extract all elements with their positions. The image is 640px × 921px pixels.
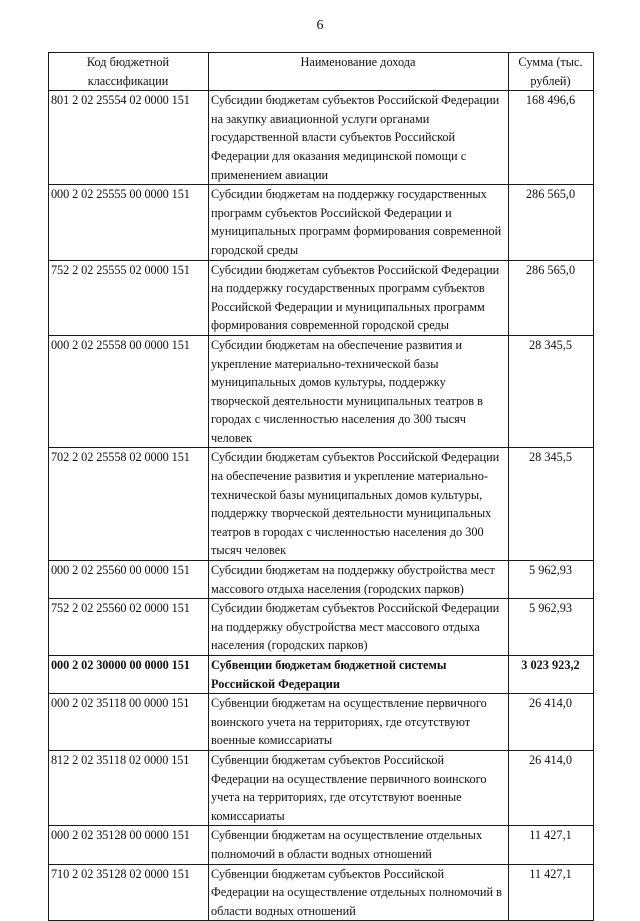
cell-name: Субвенции бюджетам субъектов Российской Федерации на осуществление первичного воинского учета на территориях, где отсутствуют военные комиссариаты: [209, 750, 509, 825]
table-row: [49, 185, 594, 260]
cell-sum: 5 962,93: [509, 561, 594, 599]
cell-name: Субсидии бюджетам субъектов Российской Федерации на поддержку обустройства мест массового отдыха населения (городских парков): [209, 599, 509, 656]
cell-sum: 26 414,0: [509, 750, 594, 825]
table-body: [49, 91, 594, 921]
cell-name: Субсидии бюджетам на поддержку обустройства мест массового отдыха населения (городских парков): [209, 561, 509, 599]
cell-name: Субвенции бюджетам на осуществление отдельных полномочий в области водных отношений: [209, 826, 509, 864]
cell-name: Субсидии бюджетам субъектов Российской Федерации на обеспечение развития и укрепление материально-технической базы муниципальных домов культуры, поддержку творческой деятельности муниципальных театров в городах с численностью населения до 300 тысяч человек: [209, 448, 509, 561]
cell-name: Субсидии бюджетам субъектов Российской Федерации на закупку авиационной услуги органами государственной власти субъектов Российской Федерации для оказания медицинской помощи с применением авиации: [209, 91, 509, 185]
table-header-row: [49, 53, 594, 91]
header-sum: Сумма (тыс. рублей): [509, 53, 594, 91]
cell-sum: 3 023 923,2: [509, 656, 594, 694]
table-row: [49, 694, 594, 751]
table-row: [49, 750, 594, 825]
table-row: [49, 826, 594, 864]
cell-sum: 168 496,6: [509, 91, 594, 185]
table-row: [49, 561, 594, 599]
cell-sum: 28 345,5: [509, 448, 594, 561]
revenue-table: [48, 52, 594, 921]
cell-code: 000 2 02 30000 00 0000 151: [49, 656, 209, 694]
cell-sum: 28 345,5: [509, 335, 594, 448]
header-code: Код бюджетной классификации: [49, 53, 209, 91]
cell-sum: 11 427,1: [509, 864, 594, 921]
table-row: [49, 599, 594, 656]
cell-name: Субвенции бюджетам субъектов Российской Федерации на осуществление отдельных полномочий в области водных отношений: [209, 864, 509, 921]
table-row: [49, 335, 594, 448]
cell-name: Субсидии бюджетам на поддержку государственных программ субъектов Российской Федерации и муниципальных программ формирования современной городской среды: [209, 185, 509, 260]
cell-code: 000 2 02 25555 00 0000 151: [49, 185, 209, 260]
page-number: 6: [316, 18, 324, 33]
cell-code: 000 2 02 25560 00 0000 151: [49, 561, 209, 599]
cell-sum: 26 414,0: [509, 694, 594, 751]
table-row: [49, 864, 594, 921]
cell-sum: 11 427,1: [509, 826, 594, 864]
cell-name: Субвенции бюджетам бюджетной системы Российской Федерации: [209, 656, 509, 694]
cell-name: Субсидии бюджетам субъектов Российской Федерации на поддержку государственных программ субъектов Российской Федерации и муниципальных программ формирования современной городской среды: [209, 260, 509, 335]
cell-name: Субвенции бюджетам на осуществление первичного воинского учета на территориях, где отсутствуют военные комиссариаты: [209, 694, 509, 751]
cell-code: 710 2 02 35128 02 0000 151: [49, 864, 209, 921]
table-row: [49, 91, 594, 185]
cell-name: Субсидии бюджетам на обеспечение развития и укрепление материально-технической базы муниципальных домов культуры, поддержку творческой деятельности муниципальных театров в городах с численностью населения до 300 тысяч человек: [209, 335, 509, 448]
cell-code: 752 2 02 25555 02 0000 151: [49, 260, 209, 335]
cell-code: 702 2 02 25558 02 0000 151: [49, 448, 209, 561]
cell-code: 000 2 02 35118 00 0000 151: [49, 694, 209, 751]
cell-code: 000 2 02 25558 00 0000 151: [49, 335, 209, 448]
table-row: [49, 260, 594, 335]
table-row: [49, 656, 594, 694]
cell-sum: 286 565,0: [509, 260, 594, 335]
cell-code: 812 2 02 35118 02 0000 151: [49, 750, 209, 825]
cell-code: 752 2 02 25560 02 0000 151: [49, 599, 209, 656]
cell-sum: 286 565,0: [509, 185, 594, 260]
cell-code: 000 2 02 35128 00 0000 151: [49, 826, 209, 864]
header-name: Наименование дохода: [209, 53, 509, 91]
cell-sum: 5 962,93: [509, 599, 594, 656]
cell-code: 801 2 02 25554 02 0000 151: [49, 91, 209, 185]
table-row: [49, 448, 594, 561]
